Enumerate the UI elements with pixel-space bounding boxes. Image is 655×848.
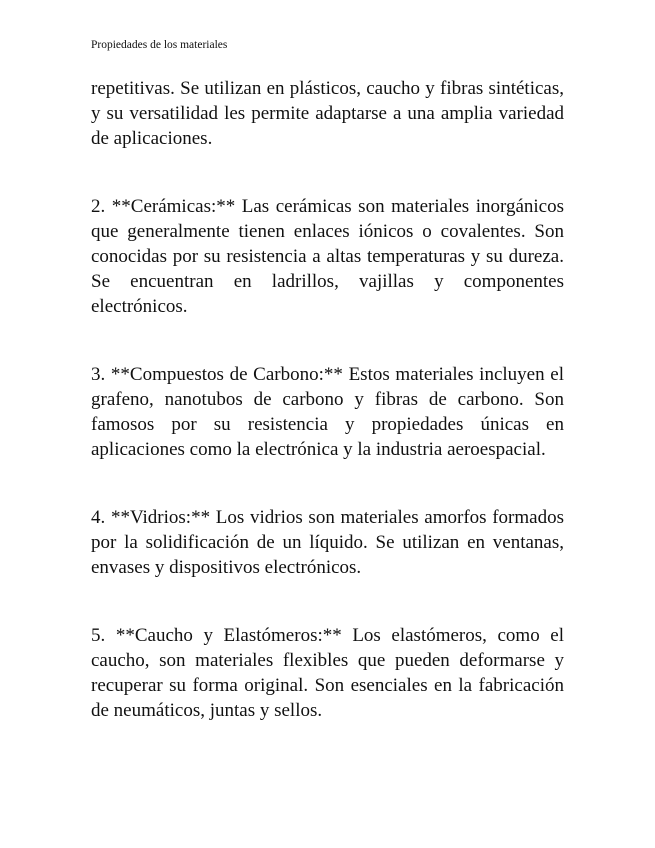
paragraph-vidrios: 4. **Vidrios:** Los vidrios son materiales amorfos formados por la solidificación de un líquido. Se utilizan en ventanas, envases y dispositivos electrónicos. <box>91 507 564 578</box>
paragraph-compuestos-carbono: 3. **Compuestos de Carbono:** Estos materiales incluyen el grafeno, nanotubos de carbono y fibras de carbono. Son famosos por su resistencia y propiedades únicas en aplicaciones como la electrónica y la industria aeroespacial. <box>91 364 564 460</box>
paragraph-ceramicas: 2. **Cerámicas:** Las cerámicas son materiales inorgánicos que generalmente tienen enlaces iónicos o covalentes. Son conocidas por su resistencia a altas temperaturas y su dureza. Se encuentran en ladrillos, vajillas y componentes electrónicos. <box>91 196 564 317</box>
paragraph-continuation: repetitivas. Se utilizan en plásticos, caucho y fibras sintéticas, y su versatilidad les permite adaptarse a una amplia variedad de aplicaciones. <box>91 78 564 149</box>
running-header: Propiedades de los materiales <box>91 39 228 51</box>
body-text <box>91 76 564 723</box>
paragraph-caucho-elastomeros: 5. **Caucho y Elastómeros:** Los elastómeros, como el caucho, son materiales flexibles que pueden deformarse y recuperar su forma original. Son esenciales en la fabricación de neumáticos, juntas y sellos. <box>91 625 564 721</box>
